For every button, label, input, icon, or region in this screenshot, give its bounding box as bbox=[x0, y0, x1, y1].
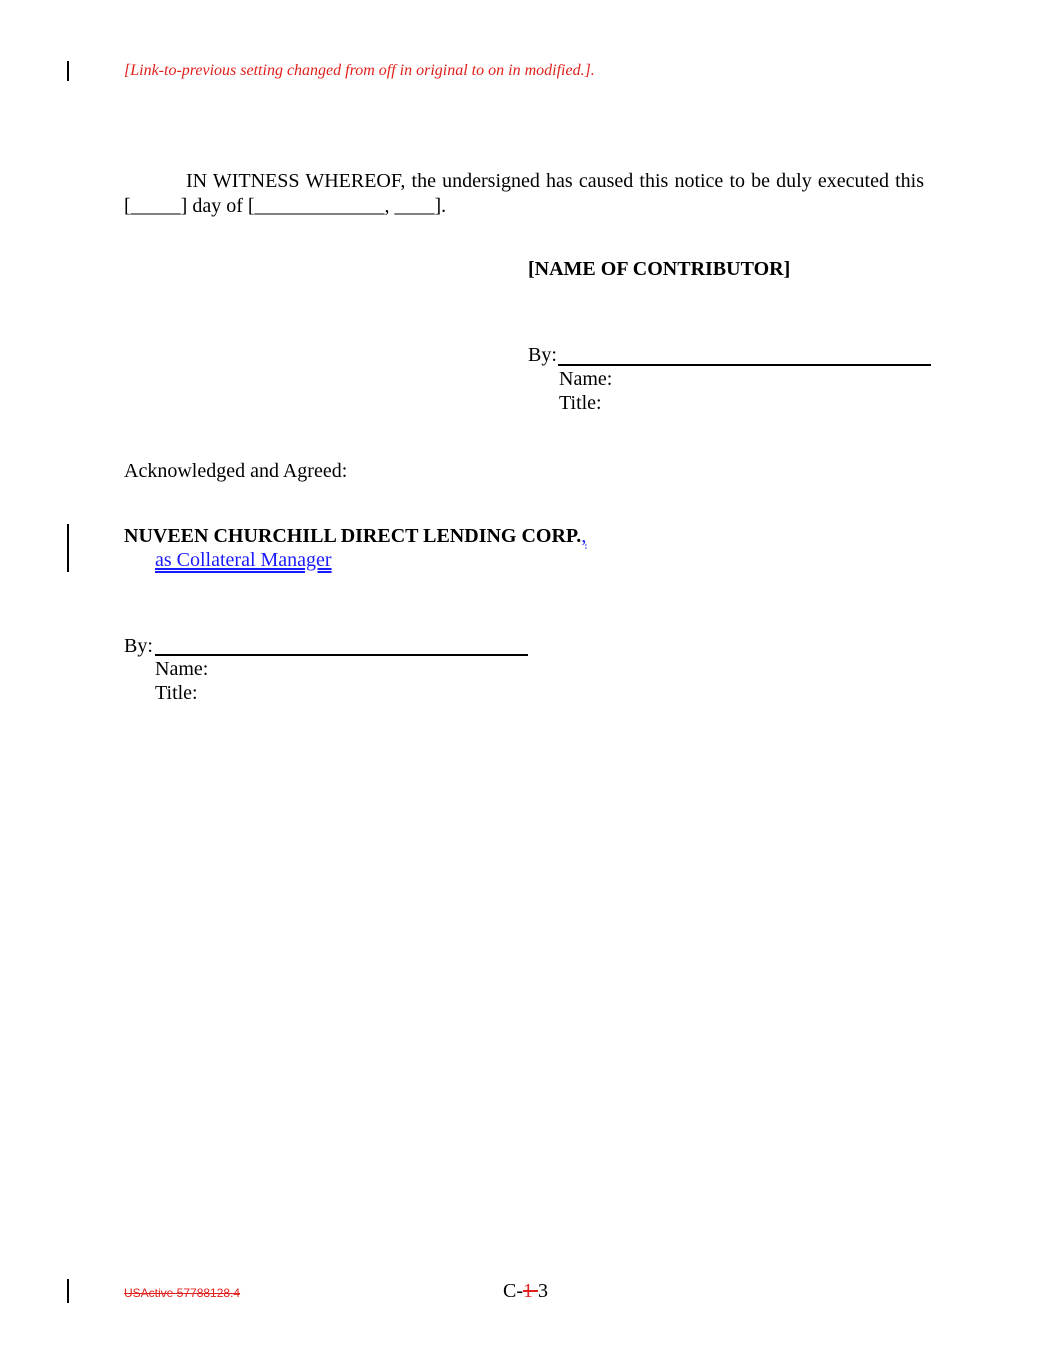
acknowledged-label: Acknowledged and Agreed: bbox=[124, 460, 348, 482]
manager-name-label: Name: bbox=[155, 658, 209, 680]
contributor-name-label: Name: bbox=[559, 368, 613, 390]
change-bar-footer bbox=[67, 1279, 69, 1303]
witness-text: IN WITNESS WHEREOF, the undersigned has caused this notice to be duly executed this [_____] day of [_____________, ____]. bbox=[124, 170, 924, 217]
witness-paragraph bbox=[124, 169, 924, 219]
page-prefix: C- bbox=[503, 1280, 523, 1302]
page-number bbox=[503, 1280, 548, 1303]
change-bar-header bbox=[67, 61, 69, 81]
page-deleted: 1 bbox=[523, 1280, 538, 1302]
inserted-comma: , bbox=[581, 525, 587, 547]
manager-title-label: Title: bbox=[155, 682, 198, 704]
contributor-signature-line bbox=[558, 364, 931, 366]
contributor-by-label: By: bbox=[528, 344, 557, 366]
manager-company-name: NUVEEN CHURCHILL DIRECT LENDING CORP. bbox=[124, 525, 582, 547]
manager-company-line bbox=[124, 525, 586, 548]
contributor-name: [NAME OF CONTRIBUTOR] bbox=[528, 258, 791, 280]
contributor-title-label: Title: bbox=[559, 392, 602, 414]
page-current: 3 bbox=[538, 1280, 548, 1302]
manager-role: as Collateral Manager bbox=[155, 549, 332, 571]
manager-by-label: By: bbox=[124, 635, 153, 657]
footer-document-id: USActive 57788128.4 bbox=[124, 1286, 241, 1300]
header-change-note: [Link-to-previous setting changed from off in original to on in modified.]. bbox=[124, 62, 595, 79]
change-bar-manager bbox=[67, 524, 69, 572]
manager-signature-line bbox=[155, 654, 528, 656]
